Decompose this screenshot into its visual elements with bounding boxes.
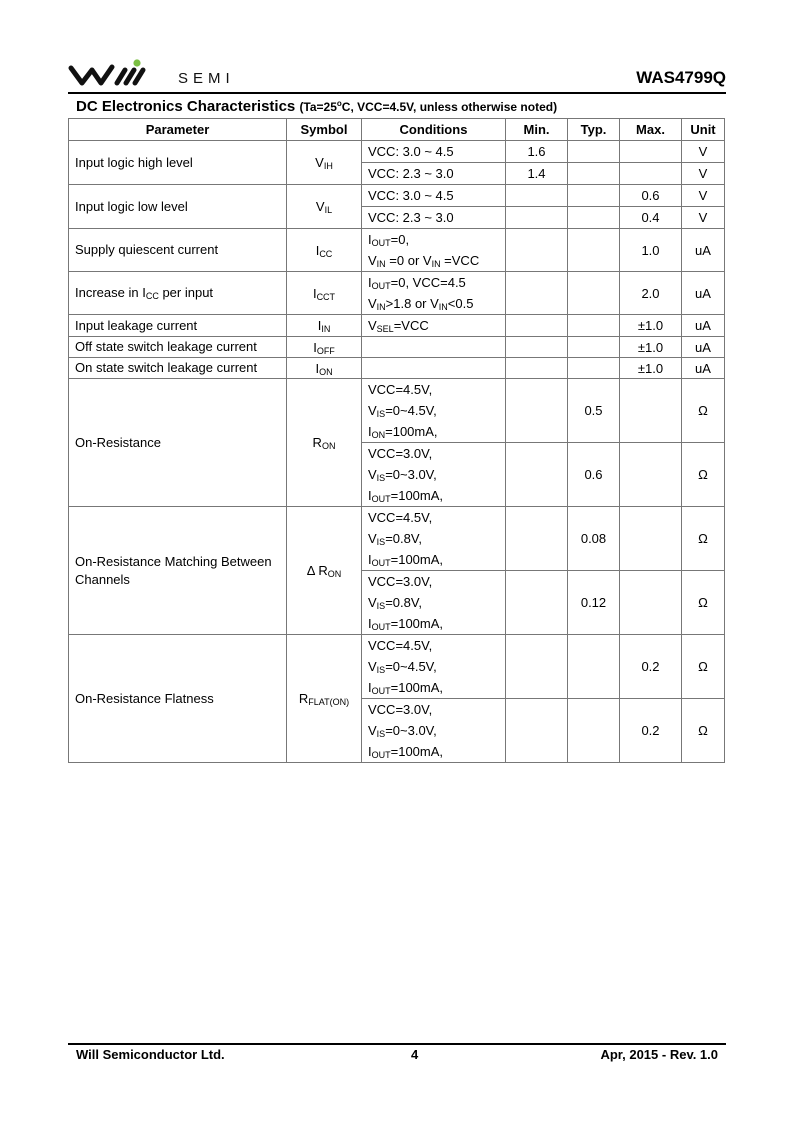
parameter-cell: Input leakage current: [69, 315, 287, 337]
symbol-cell: $R_{FLAT(ON)}$: [287, 635, 362, 763]
unit-cell: Ω: [682, 635, 725, 699]
section-title-text: DC Electronics Characteristics: [76, 98, 296, 115]
min-cell: [506, 635, 568, 699]
max-cell: 0.2: [620, 635, 682, 699]
unit-cell: Ω: [682, 507, 725, 571]
conditions-cell: VCC=3.0V, $V_{IS}=0\sim 3.0V$, $I_{OUT}=100mA$,: [362, 443, 506, 507]
typ-cell: 0.5: [568, 379, 620, 443]
unit-cell: V: [682, 207, 725, 229]
min-cell: 1.4: [506, 163, 568, 185]
footer-revision: Apr, 2015 - Rev. 1.0: [600, 1047, 718, 1062]
max-cell: ±1.0: [620, 358, 682, 379]
dc-characteristics-table: [68, 118, 725, 763]
symbol-cell: $I_{CCT}$: [287, 272, 362, 315]
min-cell: [506, 207, 568, 229]
unit-cell: V: [682, 141, 725, 163]
max-cell: 0.2: [620, 699, 682, 763]
conditions-cell: VCC: 3.0 ~ 4.5: [362, 185, 506, 207]
typ-cell: [568, 141, 620, 163]
min-cell: [506, 379, 568, 443]
logo-brand-text: SEMI: [178, 70, 235, 87]
unit-cell: V: [682, 163, 725, 185]
table-row: [69, 315, 725, 337]
typ-cell: [568, 337, 620, 358]
max-cell: [620, 379, 682, 443]
table-row: [69, 379, 725, 443]
conditions-cell: VCC: 2.3 ~ 3.0: [362, 163, 506, 185]
max-cell: [620, 163, 682, 185]
max-cell: [620, 507, 682, 571]
min-cell: [506, 699, 568, 763]
min-cell: [506, 185, 568, 207]
table-row: [69, 507, 725, 571]
footer-company: Will Semiconductor Ltd.: [76, 1047, 225, 1062]
symbol-cell: $I_{OFF}$: [287, 337, 362, 358]
max-cell: 2.0: [620, 272, 682, 315]
column-header: Typ.: [568, 119, 620, 141]
min-cell: [506, 337, 568, 358]
header-divider: [68, 92, 726, 94]
max-cell: ±1.0: [620, 315, 682, 337]
table-row: [69, 229, 725, 272]
min-cell: [506, 507, 568, 571]
typ-cell: [568, 699, 620, 763]
parameter-cell: On-Resistance Flatness: [69, 635, 287, 763]
table-row: [69, 272, 725, 315]
page-number: 4: [411, 1047, 419, 1062]
table-header-row: [69, 119, 725, 141]
typ-cell: [568, 207, 620, 229]
typ-cell: 0.08: [568, 507, 620, 571]
typ-cell: [568, 229, 620, 272]
table-row: [69, 185, 725, 207]
min-cell: [506, 229, 568, 272]
symbol-cell: $I_{CC}$: [287, 229, 362, 272]
conditions-cell: VCC: 3.0 ~ 4.5: [362, 141, 506, 163]
symbol-cell: $R_{ON}$: [287, 379, 362, 507]
table-row: [69, 337, 725, 358]
unit-cell: V: [682, 185, 725, 207]
part-number: WAS4799Q: [636, 68, 726, 87]
unit-cell: Ω: [682, 443, 725, 507]
parameter-cell: Supply quiescent current: [69, 229, 287, 272]
max-cell: [620, 571, 682, 635]
table-row: [69, 141, 725, 163]
parameter-cell: Input logic high level: [69, 141, 287, 185]
parameter-cell: Off state switch leakage current: [69, 337, 287, 358]
conditions-cell: VCC=3.0V, $V_{IS}=0\sim 3.0V$, $I_{OUT}=100mA$,: [362, 699, 506, 763]
conditions-cell: $I_{OUT}=0$, VCC=4.5 $V_{IN}>1.8$ or $V_{IN}<0.5$: [362, 272, 506, 315]
min-cell: [506, 571, 568, 635]
unit-cell: Ω: [682, 699, 725, 763]
parameter-cell: On-Resistance Matching Between Channels: [69, 507, 287, 635]
max-cell: 0.6: [620, 185, 682, 207]
conditions-cell: $V_{SEL}=VCC$: [362, 315, 506, 337]
unit-cell: uA: [682, 358, 725, 379]
section-conditions: ($Ta=25^oC$, VCC=4.5V, unless otherwise noted): [299, 99, 558, 114]
conditions-cell: $I_{OUT}=0$, $V_{IN} =0$ or $V_{IN} =VCC$: [362, 229, 506, 272]
max-cell: ±1.0: [620, 337, 682, 358]
conditions-cell: VCC=3.0V, $V_{IS}=0.8V$, $I_{OUT}=100mA$,: [362, 571, 506, 635]
typ-cell: [568, 358, 620, 379]
parameter-cell: On-Resistance: [69, 379, 287, 507]
column-header: Parameter: [69, 119, 287, 141]
column-header: Min.: [506, 119, 568, 141]
conditions-cell: VCC=4.5V, $V_{IS}=0\sim 4.5V$, $I_{OUT}=100mA$,: [362, 635, 506, 699]
min-cell: [506, 443, 568, 507]
unit-cell: uA: [682, 272, 725, 315]
min-cell: 1.6: [506, 141, 568, 163]
parameter-cell: Increase in $I_{CC}$ per input: [69, 272, 287, 315]
typ-cell: [568, 635, 620, 699]
footer-divider: [68, 1043, 726, 1045]
symbol-cell: $V_{IH}$: [287, 141, 362, 185]
max-cell: 0.4: [620, 207, 682, 229]
conditions-cell: VCC=4.5V, $V_{IS}=0.8V$, $I_{OUT}=100mA$,: [362, 507, 506, 571]
symbol-cell: Δ $R_{ON}$: [287, 507, 362, 635]
unit-cell: Ω: [682, 571, 725, 635]
max-cell: [620, 141, 682, 163]
typ-cell: [568, 315, 620, 337]
section-title: [76, 98, 557, 115]
column-header: Conditions: [362, 119, 506, 141]
column-header: Max.: [620, 119, 682, 141]
unit-cell: uA: [682, 229, 725, 272]
unit-cell: Ω: [682, 379, 725, 443]
conditions-cell: [362, 337, 506, 358]
parameter-cell: On state switch leakage current: [69, 358, 287, 379]
symbol-cell: $I_{ON}$: [287, 358, 362, 379]
table-row: [69, 635, 725, 699]
typ-cell: 0.6: [568, 443, 620, 507]
conditions-cell: VCC=4.5V, $V_{IS}=0\sim 4.5V$, $I_{ON}=100mA$,: [362, 379, 506, 443]
symbol-cell: $I_{IN}$: [287, 315, 362, 337]
table-row: [69, 358, 725, 379]
conditions-cell: VCC: 2.3 ~ 3.0: [362, 207, 506, 229]
min-cell: [506, 358, 568, 379]
typ-cell: [568, 272, 620, 315]
max-cell: [620, 443, 682, 507]
max-cell: 1.0: [620, 229, 682, 272]
conditions-cell: [362, 358, 506, 379]
min-cell: [506, 315, 568, 337]
typ-cell: [568, 185, 620, 207]
parameter-cell: Input logic low level: [69, 185, 287, 229]
unit-cell: uA: [682, 315, 725, 337]
typ-cell: 0.12: [568, 571, 620, 635]
typ-cell: [568, 163, 620, 185]
min-cell: [506, 272, 568, 315]
symbol-cell: $V_{IL}$: [287, 185, 362, 229]
unit-cell: uA: [682, 337, 725, 358]
column-header: Symbol: [287, 119, 362, 141]
column-header: Unit: [682, 119, 725, 141]
